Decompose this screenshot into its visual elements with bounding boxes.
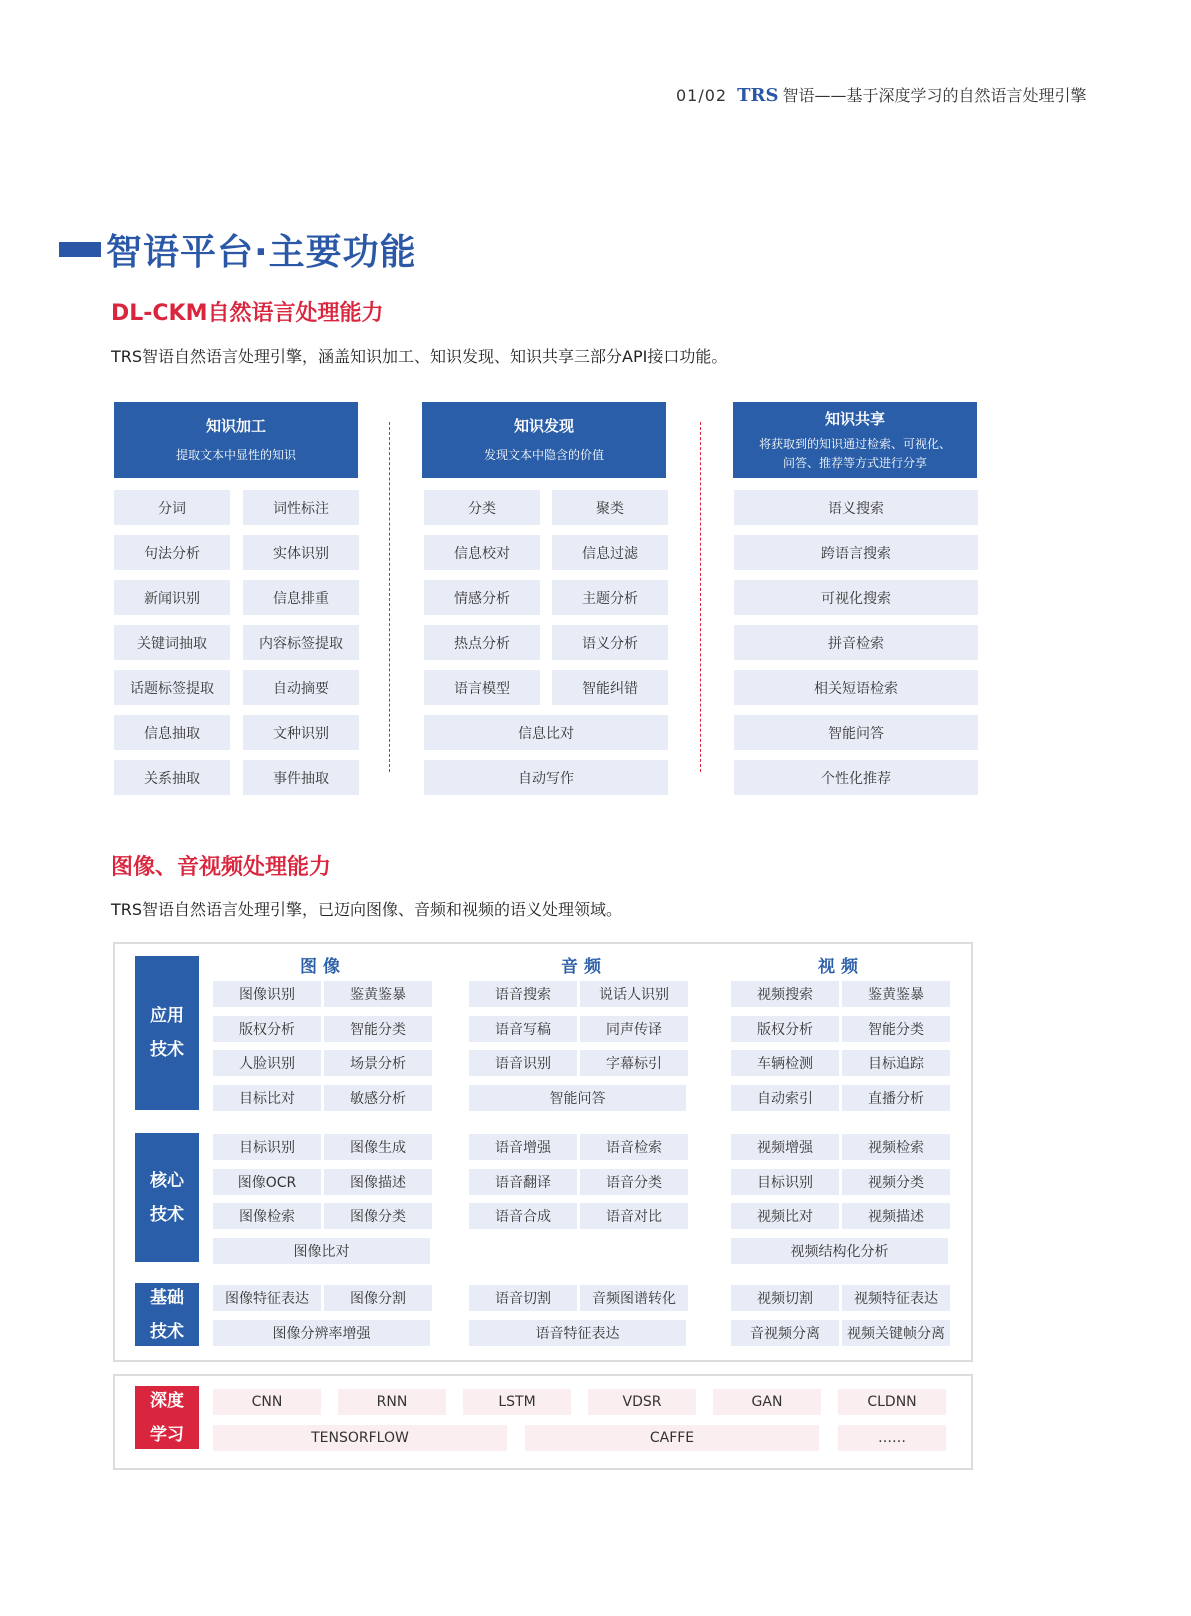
col1-title: 知识加工 <box>205 417 266 435</box>
audio-core-item: 语音增强 <box>469 1134 577 1160</box>
deep-learning-framework: …… <box>838 1425 946 1451</box>
image-base-item: 图像特征表达 <box>213 1285 321 1311</box>
page-number: 01/02 <box>676 86 728 105</box>
audio-application-item: 字幕标引 <box>580 1050 688 1076</box>
col-knowledge-discovery-header <box>422 402 666 478</box>
image-core-item: 图像分类 <box>324 1203 432 1229</box>
image-core-item: 图像生成 <box>324 1134 432 1160</box>
tag-base-tech <box>135 1283 199 1346</box>
tag-core-tech <box>135 1133 199 1262</box>
image-application-item: 智能分类 <box>324 1016 432 1042</box>
deep-learning-framework: RNN <box>338 1389 446 1415</box>
knowledge-sharing-item: 拼音检索 <box>734 625 978 660</box>
video-application-item: 版权分析 <box>731 1016 839 1042</box>
audio-application-item: 说话人识别 <box>580 981 688 1007</box>
audio-core-item: 语音检索 <box>580 1134 688 1160</box>
col-knowledge-processing-header <box>114 402 358 478</box>
audio-base-item: 语音切割 <box>469 1285 577 1311</box>
column-divider <box>700 422 701 772</box>
knowledge-discovery-item: 情感分析 <box>424 580 540 615</box>
col-knowledge-sharing-header <box>733 402 977 478</box>
audio-core-item: 语音分类 <box>580 1169 688 1195</box>
col2-title: 知识发现 <box>513 417 574 435</box>
audio-core-item: 语音翻译 <box>469 1169 577 1195</box>
tag-application-line2: 技术 <box>150 1040 184 1060</box>
knowledge-discovery-item: 智能纠错 <box>552 670 668 705</box>
col3-subtitle-2: 问答、推荐等方式进行分享 <box>782 455 927 470</box>
image-application-item: 敏感分析 <box>324 1085 432 1111</box>
knowledge-sharing-item: 可视化搜索 <box>734 580 978 615</box>
tag-dl-line1: 深度 <box>150 1390 184 1411</box>
knowledge-processing-item: 自动摘要 <box>243 670 359 705</box>
knowledge-processing-item: 句法分析 <box>114 535 230 570</box>
knowledge-discovery-item: 语义分析 <box>552 625 668 660</box>
video-application-item: 自动索引 <box>731 1085 839 1111</box>
video-core-item: 视频结构化分析 <box>731 1238 948 1264</box>
audio-application-item: 语音识别 <box>469 1050 577 1076</box>
video-core-item: 视频描述 <box>842 1203 950 1229</box>
knowledge-processing-item: 词性标注 <box>243 490 359 525</box>
knowledge-discovery-item: 自动写作 <box>424 760 668 795</box>
image-base-item: 图像分辨率增强 <box>213 1320 430 1346</box>
image-application-item: 场景分析 <box>324 1050 432 1076</box>
audio-base-item: 音频图谱转化 <box>580 1285 688 1311</box>
knowledge-processing-item: 话题标签提取 <box>114 670 230 705</box>
audio-application-item: 智能问答 <box>469 1085 686 1111</box>
video-base-item: 视频特征表达 <box>842 1285 950 1311</box>
video-base-item: 视频切割 <box>731 1285 839 1311</box>
video-core-item: 目标识别 <box>731 1169 839 1195</box>
video-base-item: 视频关键帧分离 <box>842 1320 950 1346</box>
section1-heading: DL-CKM自然语言处理能力 <box>111 301 384 326</box>
image-core-item: 图像比对 <box>213 1238 430 1264</box>
image-core-item: 目标识别 <box>213 1134 321 1160</box>
deep-learning-framework: VDSR <box>588 1389 696 1415</box>
video-application-item: 车辆检测 <box>731 1050 839 1076</box>
image-core-item: 图像检索 <box>213 1203 321 1229</box>
audio-core-item: 语音对比 <box>580 1203 688 1229</box>
knowledge-processing-item: 文种识别 <box>243 715 359 750</box>
tag-core-line1: 核心 <box>150 1170 184 1191</box>
section2-heading: 图像、音视频处理能力 <box>111 855 332 880</box>
deep-learning-framework: TENSORFLOW <box>213 1425 507 1451</box>
knowledge-sharing-item: 语义搜索 <box>734 490 978 525</box>
video-application-item: 鉴黄鉴暴 <box>842 981 950 1007</box>
knowledge-discovery-item: 热点分析 <box>424 625 540 660</box>
col2-subtitle: 发现文本中隐含的价值 <box>483 448 604 462</box>
audio-column-heading: 音频 <box>561 957 607 977</box>
col3-title: 知识共享 <box>824 409 885 428</box>
knowledge-processing-item: 关系抽取 <box>114 760 230 795</box>
col1-subtitle: 提取文本中显性的知识 <box>175 448 296 462</box>
image-application-item: 版权分析 <box>213 1016 321 1042</box>
deep-learning-framework: CNN <box>213 1389 321 1415</box>
brand-logo-text: TRS <box>737 85 779 106</box>
image-base-item: 图像分割 <box>324 1285 432 1311</box>
video-application-item: 智能分类 <box>842 1016 950 1042</box>
video-base-item: 音视频分离 <box>731 1320 839 1346</box>
knowledge-processing-item: 内容标签提取 <box>243 625 359 660</box>
column-divider <box>389 422 390 772</box>
knowledge-sharing-item: 相关短语检索 <box>734 670 978 705</box>
image-application-item: 人脸识别 <box>213 1050 321 1076</box>
section2-description: TRS智语自然语言处理引擎，已迈向图像、音频和视频的语义处理领域。 <box>111 900 623 919</box>
knowledge-discovery-item: 主题分析 <box>552 580 668 615</box>
knowledge-sharing-item: 个性化推荐 <box>734 760 978 795</box>
tag-base-line1: 基础 <box>150 1287 184 1308</box>
video-application-item: 目标追踪 <box>842 1050 950 1076</box>
knowledge-processing-item: 关键词抽取 <box>114 625 230 660</box>
col3-subtitle-1: 将获取到的知识通过检索、可视化、 <box>758 436 951 451</box>
image-application-item: 图像识别 <box>213 981 321 1007</box>
header-subtitle: 智语——基于深度学习的自然语言处理引擎 <box>782 86 1087 105</box>
video-core-item: 视频检索 <box>842 1134 950 1160</box>
image-column-heading: 图像 <box>300 957 346 977</box>
audio-application-item: 语音搜索 <box>469 981 577 1007</box>
knowledge-discovery-item: 信息校对 <box>424 535 540 570</box>
audio-core-item: 语音合成 <box>469 1203 577 1229</box>
tag-application-line1: 应用 <box>150 1006 184 1026</box>
knowledge-processing-item: 信息排重 <box>243 580 359 615</box>
knowledge-processing-item: 分词 <box>114 490 230 525</box>
deep-learning-framework: LSTM <box>463 1389 571 1415</box>
knowledge-discovery-item: 语言模型 <box>424 670 540 705</box>
knowledge-processing-item: 实体识别 <box>243 535 359 570</box>
page-header <box>676 83 1086 106</box>
video-application-item: 直播分析 <box>842 1085 950 1111</box>
tag-dl-line2: 学习 <box>150 1424 184 1445</box>
image-core-item: 图像OCR <box>213 1169 321 1195</box>
knowledge-processing-item: 信息抽取 <box>114 715 230 750</box>
image-application-item: 目标比对 <box>213 1085 321 1111</box>
knowledge-processing-item: 新闻识别 <box>114 580 230 615</box>
audio-application-item: 语音写稿 <box>469 1016 577 1042</box>
video-core-item: 视频分类 <box>842 1169 950 1195</box>
image-application-item: 鉴黄鉴暴 <box>324 981 432 1007</box>
deep-learning-framework: CAFFE <box>525 1425 819 1451</box>
knowledge-discovery-item: 聚类 <box>552 490 668 525</box>
knowledge-discovery-item: 信息过滤 <box>552 535 668 570</box>
knowledge-sharing-item: 跨语言搜索 <box>734 535 978 570</box>
knowledge-processing-item: 事件抽取 <box>243 760 359 795</box>
knowledge-discovery-item: 分类 <box>424 490 540 525</box>
video-column-heading: 视频 <box>818 957 864 977</box>
deep-learning-framework: CLDNN <box>838 1389 946 1415</box>
section1-description: TRS智语自然语言处理引擎，涵盖知识加工、知识发现、知识共享三部分API接口功能。 <box>111 347 728 366</box>
video-core-item: 视频比对 <box>731 1203 839 1229</box>
deep-learning-framework: GAN <box>713 1389 821 1415</box>
tag-deep-learning <box>135 1386 199 1449</box>
tag-core-line2: 技术 <box>150 1204 184 1225</box>
video-application-item: 视频搜索 <box>731 981 839 1007</box>
audio-application-item: 同声传译 <box>580 1016 688 1042</box>
audio-base-item: 语音特征表达 <box>469 1320 686 1346</box>
knowledge-sharing-item: 智能问答 <box>734 715 978 750</box>
video-core-item: 视频增强 <box>731 1134 839 1160</box>
image-core-item: 图像描述 <box>324 1169 432 1195</box>
knowledge-discovery-item: 信息比对 <box>424 715 668 750</box>
tag-base-line2: 技术 <box>150 1321 184 1342</box>
title-accent-bar <box>59 242 101 257</box>
tag-application-tech <box>135 956 199 1110</box>
page-title: 智语平台·主要功能 <box>106 232 417 273</box>
